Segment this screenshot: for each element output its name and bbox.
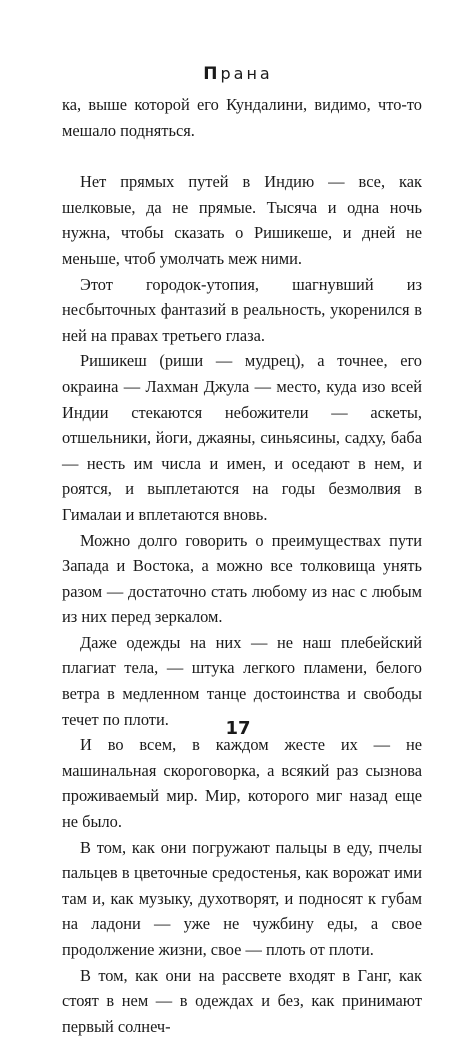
running-header-initial: П: [203, 64, 221, 84]
body-text: [62, 92, 422, 1039]
paragraph: И во всем, в каждом жесте их — не машинальная скороговорка, а всякий раз сызнова проживаемый мир. Мир, которого миг назад еще не было.: [62, 735, 422, 832]
paragraph: ка, выше которой его Кундалини, видимо, что-то мешало подняться.: [62, 95, 422, 140]
page-number: 17: [225, 718, 251, 739]
paragraph: Можно долго говорить о преимуществах пути Запада и Востока, а можно все толковища унять разом — достаточно стать любому из нас с любым из них перед зеркалом.: [62, 530, 422, 627]
running-header: [0, 64, 476, 84]
paragraph: Даже одежды на них — не наш плебейский плагиат тела, — штука легкого пламени, белого ветра в медленном танце достоинства и свободы течет по плоти.: [62, 632, 422, 729]
paragraph: Нет прямых путей в Индию — все, как шелковые, да не прямые. Тысяча и одна ночь нужна, чтобы сказать о Ришикеше, и дней не меньше, чтоб умолчать меж ними.: [62, 172, 422, 268]
paragraph: Этот городок-утопия, шагнувший из несбыточных фантазий в реальность, укоренился в ней на правах третьего глаза.: [62, 274, 422, 345]
paragraph: Ришикеш (риши — мудрец), а точнее, его окраина — Лахман Джула — место, куда изо всей Индии стекаются небожители — аскеты, отшельники, йоги, джаяны, синьясины, садху, баба — несть им числа и имен, и оседают в нем, и роятся, и выплетаются на годы безмолвия в Гималаи и вплетаются вновь.: [62, 351, 422, 524]
running-header-rest: рана: [220, 64, 273, 83]
paragraph: В том, как они погружают пальцы в еду, пчелы пальцев в цветочные средостенья, как ворожат ими там и, как музыку, духотворят, и подносят к губам на ладони — уже не чужбину еды, а свое продолжение жизни, свое — плоть от плоти.: [62, 837, 422, 959]
paragraph: В том, как они на рассвете входят в Ганг, как стоят в нем — в одеждах и без, как принимают первый солнеч-: [62, 965, 422, 1036]
